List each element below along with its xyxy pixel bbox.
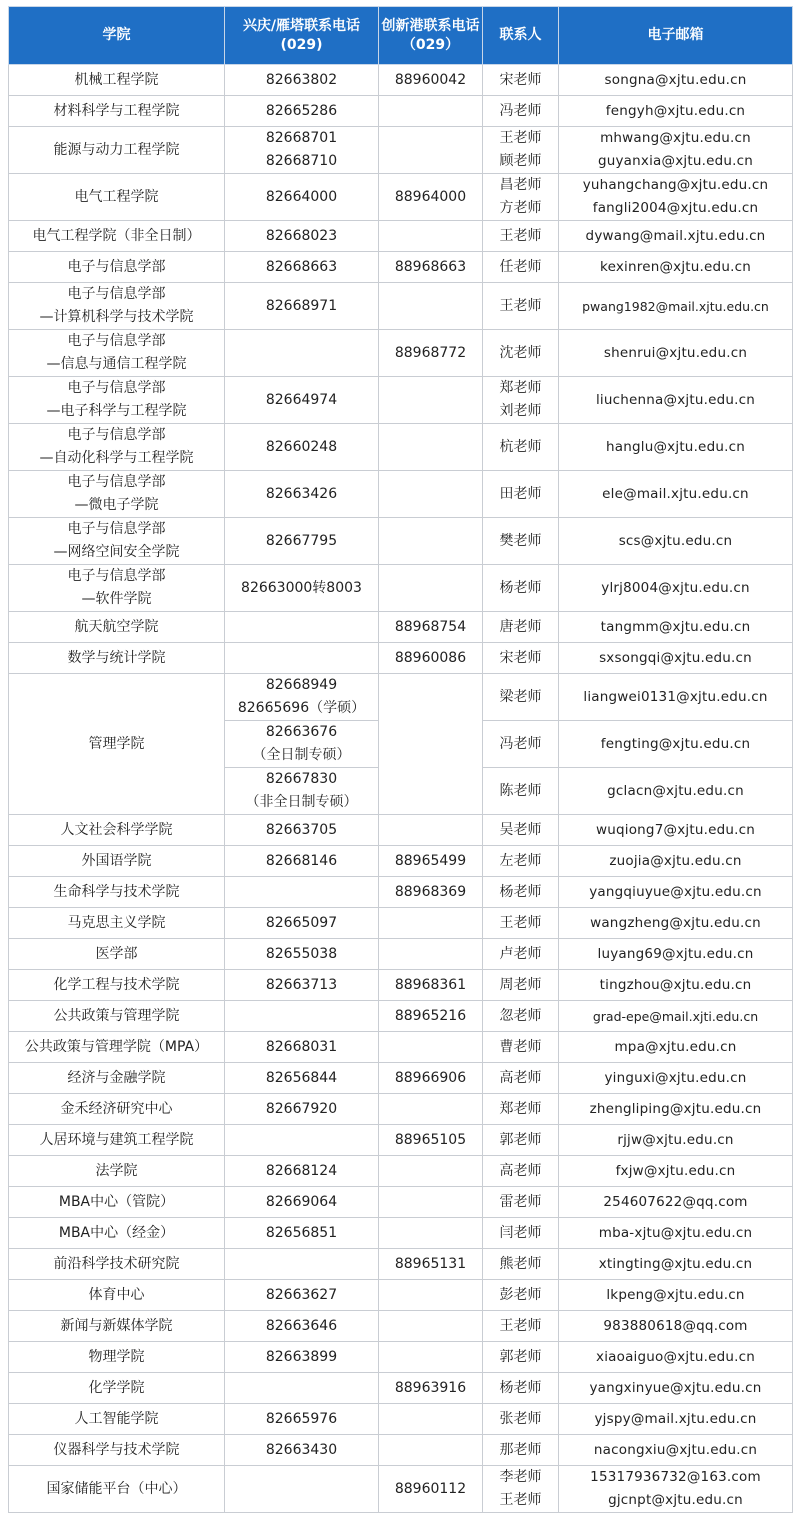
table-row	[9, 908, 793, 939]
contact-cell: 吴老师	[483, 815, 559, 846]
table-row	[9, 1311, 793, 1342]
phone-xq-cell: 82668971	[225, 283, 379, 330]
email-cell: ylrj8004@xjtu.edu.cn	[559, 565, 793, 612]
phone-cx-cell	[379, 518, 483, 565]
email-cell: liangwei0131@xjtu.edu.cn	[559, 674, 793, 721]
table-row	[9, 1373, 793, 1404]
contact-cell: 张老师	[483, 1404, 559, 1435]
college-cell: 电子与信息学部 —信息与通信工程学院	[9, 330, 225, 377]
phone-cx-cell	[379, 1404, 483, 1435]
phone-xq-cell: 82668146	[225, 846, 379, 877]
table-row	[9, 518, 793, 565]
contact-cell: 唐老师	[483, 612, 559, 643]
contact-cell: 忽老师	[483, 1001, 559, 1032]
phone-xq-cell: 82663646	[225, 1311, 379, 1342]
contact-cell: 宋老师	[483, 65, 559, 96]
phone-xq-cell: 82663627	[225, 1280, 379, 1311]
phone-xq-cell: 82663426	[225, 471, 379, 518]
email-cell: fxjw@xjtu.edu.cn	[559, 1156, 793, 1187]
contact-table	[8, 6, 793, 1513]
contact-cell: 左老师	[483, 846, 559, 877]
table-row	[9, 252, 793, 283]
email-cell: wangzheng@xjtu.edu.cn	[559, 908, 793, 939]
email-cell: mhwang@xjtu.edu.cn guyanxia@xjtu.edu.cn	[559, 127, 793, 174]
email-cell: pwang1982@mail.xjtu.edu.cn	[559, 283, 793, 330]
table-row	[9, 471, 793, 518]
phone-xq-cell	[225, 643, 379, 674]
phone-cx-cell	[379, 424, 483, 471]
email-cell: fengting@xjtu.edu.cn	[559, 721, 793, 768]
email-cell: tangmm@xjtu.edu.cn	[559, 612, 793, 643]
contact-cell: 杨老师	[483, 877, 559, 908]
email-cell: wuqiong7@xjtu.edu.cn	[559, 815, 793, 846]
college-cell: 物理学院	[9, 1342, 225, 1373]
phone-xq-cell	[225, 612, 379, 643]
college-cell: 仪器科学与技术学院	[9, 1435, 225, 1466]
phone-cx-cell: 88968772	[379, 330, 483, 377]
college-cell: 电气工程学院（非全日制）	[9, 221, 225, 252]
table-row	[9, 283, 793, 330]
phone-xq-cell: 82663713	[225, 970, 379, 1001]
table-row	[9, 815, 793, 846]
phone-xq-cell: 82669064	[225, 1187, 379, 1218]
contact-cell: 陈老师	[483, 768, 559, 815]
email-cell: 254607622@qq.com	[559, 1187, 793, 1218]
phone-cx-cell	[379, 471, 483, 518]
email-cell: sxsongqi@xjtu.edu.cn	[559, 643, 793, 674]
college-cell: 马克思主义学院	[9, 908, 225, 939]
table-row	[9, 1001, 793, 1032]
college-cell: 化学学院	[9, 1373, 225, 1404]
contact-cell: 高老师	[483, 1063, 559, 1094]
table-row	[9, 1032, 793, 1063]
table-row	[9, 1125, 793, 1156]
phone-cx-cell	[379, 96, 483, 127]
phone-cx-cell	[379, 1311, 483, 1342]
phone-xq-cell	[225, 1249, 379, 1280]
contact-cell: 王老师	[483, 221, 559, 252]
college-cell: 外国语学院	[9, 846, 225, 877]
email-cell: liuchenna@xjtu.edu.cn	[559, 377, 793, 424]
email-cell: tingzhou@xjtu.edu.cn	[559, 970, 793, 1001]
table-row	[9, 1466, 793, 1513]
email-cell: zuojia@xjtu.edu.cn	[559, 846, 793, 877]
college-cell: 电气工程学院	[9, 174, 225, 221]
table-row	[9, 1280, 793, 1311]
email-cell: mpa@xjtu.edu.cn	[559, 1032, 793, 1063]
contact-cell: 樊老师	[483, 518, 559, 565]
phone-xq-cell: 82665976	[225, 1404, 379, 1435]
contact-cell: 沈老师	[483, 330, 559, 377]
contact-cell: 宋老师	[483, 643, 559, 674]
header-college: 学院	[9, 7, 225, 65]
phone-xq-cell: 82668949 82665696（学硕）	[225, 674, 379, 721]
table-row	[9, 1187, 793, 1218]
contact-cell: 杭老师	[483, 424, 559, 471]
college-cell: 电子与信息学部 —软件学院	[9, 565, 225, 612]
table-row	[9, 1249, 793, 1280]
email-cell: shenrui@xjtu.edu.cn	[559, 330, 793, 377]
phone-xq-cell: 82668701 82668710	[225, 127, 379, 174]
phone-xq-cell: 82663802	[225, 65, 379, 96]
email-cell: dywang@mail.xjtu.edu.cn	[559, 221, 793, 252]
phone-cx-cell	[379, 908, 483, 939]
contact-cell: 郭老师	[483, 1342, 559, 1373]
contact-cell: 闫老师	[483, 1218, 559, 1249]
phone-xq-cell: 82663899	[225, 1342, 379, 1373]
contact-cell: 李老师 王老师	[483, 1466, 559, 1513]
contact-cell: 王老师	[483, 283, 559, 330]
email-cell: hanglu@xjtu.edu.cn	[559, 424, 793, 471]
contact-cell: 杨老师	[483, 565, 559, 612]
email-cell: luyang69@xjtu.edu.cn	[559, 939, 793, 970]
phone-xq-cell: 82656851	[225, 1218, 379, 1249]
phone-cx-cell: 88960112	[379, 1466, 483, 1513]
phone-xq-cell: 82668124	[225, 1156, 379, 1187]
contact-cell: 王老师	[483, 1311, 559, 1342]
phone-cx-cell	[379, 127, 483, 174]
phone-cx-cell: 88960042	[379, 65, 483, 96]
phone-cx-cell	[379, 1218, 483, 1249]
phone-cx-cell	[379, 674, 483, 815]
contact-cell: 昌老师 方老师	[483, 174, 559, 221]
college-cell: 管理学院	[9, 674, 225, 815]
phone-xq-cell: 82664974	[225, 377, 379, 424]
table-row	[9, 565, 793, 612]
phone-xq-cell	[225, 1001, 379, 1032]
email-cell: zhengliping@xjtu.edu.cn	[559, 1094, 793, 1125]
contact-cell: 冯老师	[483, 721, 559, 768]
phone-xq-cell: 82660248	[225, 424, 379, 471]
phone-cx-cell	[379, 283, 483, 330]
table-row	[9, 643, 793, 674]
college-cell: 电子与信息学部 —微电子学院	[9, 471, 225, 518]
college-cell: 医学部	[9, 939, 225, 970]
phone-cx-cell	[379, 939, 483, 970]
phone-cx-cell	[379, 1156, 483, 1187]
phone-cx-cell: 88960086	[379, 643, 483, 674]
email-cell: xiaoaiguo@xjtu.edu.cn	[559, 1342, 793, 1373]
header-phone-cx: 创新港联系电话（029）	[379, 7, 483, 65]
contact-cell: 王老师	[483, 908, 559, 939]
email-cell: scs@xjtu.edu.cn	[559, 518, 793, 565]
contact-cell: 郭老师	[483, 1125, 559, 1156]
college-cell: 人工智能学院	[9, 1404, 225, 1435]
table-row	[9, 377, 793, 424]
phone-xq-cell: 82664000	[225, 174, 379, 221]
phone-xq-cell: 82668031	[225, 1032, 379, 1063]
phone-cx-cell	[379, 1342, 483, 1373]
college-cell: 公共政策与管理学院（MPA）	[9, 1032, 225, 1063]
phone-xq-cell: 82668023	[225, 221, 379, 252]
contact-cell: 郑老师 刘老师	[483, 377, 559, 424]
email-cell: 983880618@qq.com	[559, 1311, 793, 1342]
phone-cx-cell: 88966906	[379, 1063, 483, 1094]
phone-cx-cell	[379, 1094, 483, 1125]
phone-cx-cell: 88968663	[379, 252, 483, 283]
table-row	[9, 330, 793, 377]
college-cell: 化学工程与技术学院	[9, 970, 225, 1001]
table-row	[9, 1094, 793, 1125]
table-row	[9, 877, 793, 908]
phone-xq-cell	[225, 877, 379, 908]
email-cell: songna@xjtu.edu.cn	[559, 65, 793, 96]
contact-cell: 那老师	[483, 1435, 559, 1466]
phone-cx-cell: 88965216	[379, 1001, 483, 1032]
college-cell: 前沿科学技术研究院	[9, 1249, 225, 1280]
college-cell: 电子与信息学部 —计算机科学与技术学院	[9, 283, 225, 330]
contact-cell: 卢老师	[483, 939, 559, 970]
phone-xq-cell: 82668663	[225, 252, 379, 283]
phone-xq-cell	[225, 1125, 379, 1156]
phone-cx-cell: 88965105	[379, 1125, 483, 1156]
table-row	[9, 221, 793, 252]
table-row	[9, 1218, 793, 1249]
college-cell: 能源与动力工程学院	[9, 127, 225, 174]
college-cell: 经济与金融学院	[9, 1063, 225, 1094]
phone-cx-cell	[379, 565, 483, 612]
college-cell: 航天航空学院	[9, 612, 225, 643]
phone-xq-cell: 82663676 （全日制专硕）	[225, 721, 379, 768]
phone-cx-cell: 88965499	[379, 846, 483, 877]
phone-cx-cell: 88964000	[379, 174, 483, 221]
email-cell: grad-epe@mail.xjti.edu.cn	[559, 1001, 793, 1032]
phone-xq-cell: 82655038	[225, 939, 379, 970]
college-cell: 金禾经济研究中心	[9, 1094, 225, 1125]
college-cell: 公共政策与管理学院	[9, 1001, 225, 1032]
phone-xq-cell: 82667920	[225, 1094, 379, 1125]
table-row	[9, 1342, 793, 1373]
phone-xq-cell: 82663000转8003	[225, 565, 379, 612]
table-row	[9, 1404, 793, 1435]
email-cell: mba-xjtu@xjtu.edu.cn	[559, 1218, 793, 1249]
table-row	[9, 65, 793, 96]
email-cell: rjjw@xjtu.edu.cn	[559, 1125, 793, 1156]
email-cell: yjspy@mail.xjtu.edu.cn	[559, 1404, 793, 1435]
college-cell: 人居环境与建筑工程学院	[9, 1125, 225, 1156]
contact-cell: 冯老师	[483, 96, 559, 127]
phone-xq-cell: 82667795	[225, 518, 379, 565]
contact-cell: 彭老师	[483, 1280, 559, 1311]
contact-cell: 杨老师	[483, 1373, 559, 1404]
contact-cell: 郑老师	[483, 1094, 559, 1125]
email-cell: gclacn@xjtu.edu.cn	[559, 768, 793, 815]
email-cell: yuhangchang@xjtu.edu.cn fangli2004@xjtu.edu.cn	[559, 174, 793, 221]
college-cell: MBA中心（经金）	[9, 1218, 225, 1249]
table-row	[9, 674, 793, 721]
phone-cx-cell	[379, 377, 483, 424]
email-cell: yinguxi@xjtu.edu.cn	[559, 1063, 793, 1094]
table-row	[9, 612, 793, 643]
table-row	[9, 174, 793, 221]
contact-cell: 周老师	[483, 970, 559, 1001]
college-cell: 体育中心	[9, 1280, 225, 1311]
phone-xq-cell: 82665286	[225, 96, 379, 127]
phone-cx-cell	[379, 1435, 483, 1466]
college-cell: 电子与信息学部	[9, 252, 225, 283]
phone-cx-cell	[379, 1187, 483, 1218]
phone-xq-cell: 82656844	[225, 1063, 379, 1094]
college-cell: 国家储能平台（中心）	[9, 1466, 225, 1513]
table-row	[9, 127, 793, 174]
college-cell: 材料科学与工程学院	[9, 96, 225, 127]
header-contact: 联系人	[483, 7, 559, 65]
email-cell: lkpeng@xjtu.edu.cn	[559, 1280, 793, 1311]
phone-cx-cell: 88963916	[379, 1373, 483, 1404]
college-cell: 电子与信息学部 —电子科学与工程学院	[9, 377, 225, 424]
header-phone-xq: 兴庆/雁塔联系电话 (029)	[225, 7, 379, 65]
table-row	[9, 96, 793, 127]
college-cell: 电子与信息学部 —网络空间安全学院	[9, 518, 225, 565]
email-cell: kexinren@xjtu.edu.cn	[559, 252, 793, 283]
table-row	[9, 1156, 793, 1187]
email-cell: ele@mail.xjtu.edu.cn	[559, 471, 793, 518]
phone-xq-cell	[225, 330, 379, 377]
table-row	[9, 970, 793, 1001]
phone-cx-cell	[379, 1280, 483, 1311]
phone-xq-cell: 82665097	[225, 908, 379, 939]
phone-cx-cell: 88965131	[379, 1249, 483, 1280]
email-cell: nacongxiu@xjtu.edu.cn	[559, 1435, 793, 1466]
contact-cell: 熊老师	[483, 1249, 559, 1280]
email-cell: yangxinyue@xjtu.edu.cn	[559, 1373, 793, 1404]
email-cell: 15317936732@163.com gjcnpt@xjtu.edu.cn	[559, 1466, 793, 1513]
header-email: 电子邮箱	[559, 7, 793, 65]
college-cell: 新闻与新媒体学院	[9, 1311, 225, 1342]
college-cell: 数学与统计学院	[9, 643, 225, 674]
phone-cx-cell: 88968754	[379, 612, 483, 643]
phone-xq-cell: 82663430	[225, 1435, 379, 1466]
phone-cx-cell: 88968369	[379, 877, 483, 908]
contact-cell: 任老师	[483, 252, 559, 283]
email-cell: xtingting@xjtu.edu.cn	[559, 1249, 793, 1280]
phone-cx-cell: 88968361	[379, 970, 483, 1001]
email-cell: yangqiuyue@xjtu.edu.cn	[559, 877, 793, 908]
contact-cell: 高老师	[483, 1156, 559, 1187]
college-cell: MBA中心（管院）	[9, 1187, 225, 1218]
table-row	[9, 939, 793, 970]
table-row	[9, 1063, 793, 1094]
contact-cell: 雷老师	[483, 1187, 559, 1218]
contact-cell: 王老师 顾老师	[483, 127, 559, 174]
phone-xq-cell: 82667830 （非全日制专硕）	[225, 768, 379, 815]
phone-cx-cell	[379, 221, 483, 252]
email-cell: fengyh@xjtu.edu.cn	[559, 96, 793, 127]
table-row	[9, 424, 793, 471]
phone-xq-cell: 82663705	[225, 815, 379, 846]
table-body	[9, 65, 793, 1513]
college-cell: 生命科学与技术学院	[9, 877, 225, 908]
table-row	[9, 846, 793, 877]
phone-xq-cell	[225, 1373, 379, 1404]
header-row	[9, 7, 793, 65]
college-cell: 人文社会科学学院	[9, 815, 225, 846]
college-cell: 法学院	[9, 1156, 225, 1187]
contact-cell: 曹老师	[483, 1032, 559, 1063]
contact-cell: 梁老师	[483, 674, 559, 721]
college-cell: 电子与信息学部 —自动化科学与工程学院	[9, 424, 225, 471]
phone-xq-cell	[225, 1466, 379, 1513]
contact-cell: 田老师	[483, 471, 559, 518]
phone-cx-cell	[379, 815, 483, 846]
phone-cx-cell	[379, 1032, 483, 1063]
college-cell: 机械工程学院	[9, 65, 225, 96]
table-row	[9, 1435, 793, 1466]
